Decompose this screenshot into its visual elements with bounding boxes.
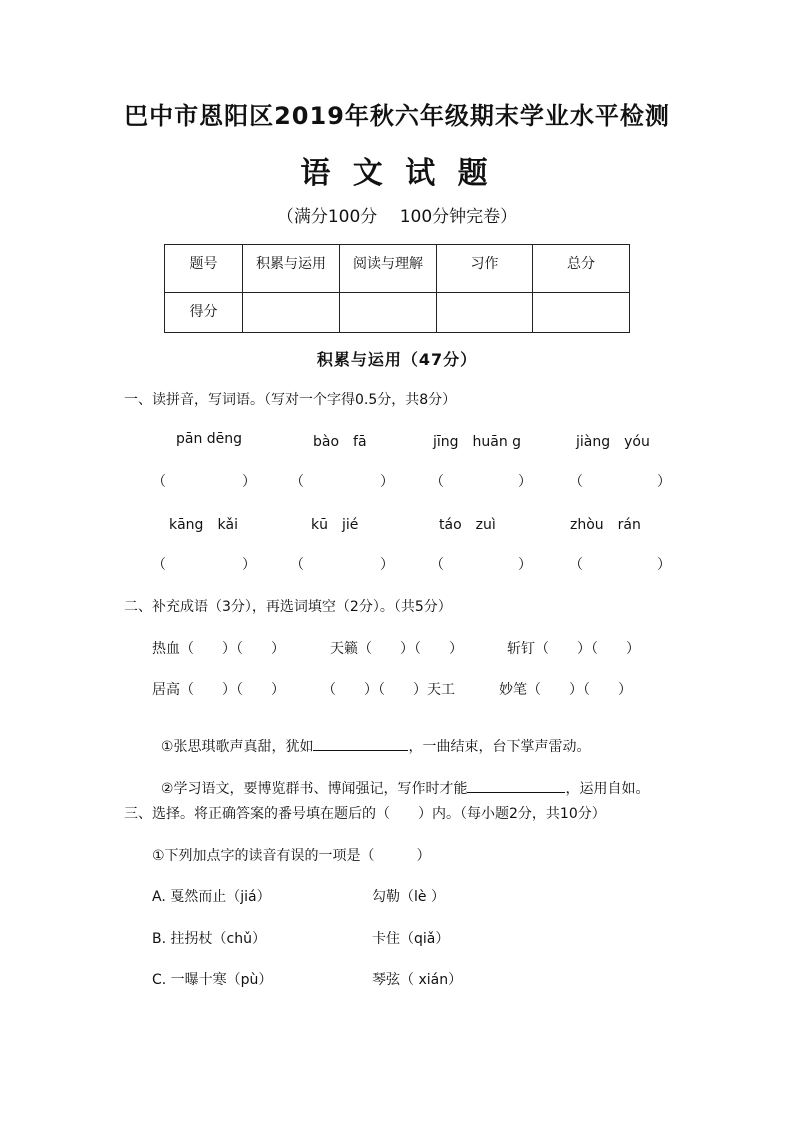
q3-prompt: 三、选择。将正确答案的番号填在题后的（ ）内。（每小题2分，共10分） bbox=[124, 806, 606, 822]
answer-close-bracket: ） bbox=[242, 474, 256, 490]
answer-open-bracket: （ bbox=[569, 474, 583, 490]
score-table-header-row bbox=[165, 245, 630, 293]
sentence-text: ②学习语文，要博览群书、博闻强记，写作时才能 bbox=[160, 781, 468, 797]
score-header-cell: 积累与运用 bbox=[243, 245, 340, 293]
pinyin-item: bào fā bbox=[313, 434, 367, 450]
score-table bbox=[164, 244, 630, 333]
fill-sentence-2 bbox=[152, 762, 649, 798]
idiom-item: 天籁（ ）（ ） bbox=[330, 641, 463, 657]
option-b: B. 拄拐杖（chǔ） bbox=[152, 931, 266, 947]
option-b-pair: 卡住（qiǎ） bbox=[372, 931, 450, 947]
option-a: A. 戛然而止（jiá） bbox=[152, 889, 271, 905]
score-header-cell: 总分 bbox=[533, 245, 630, 293]
score-cell bbox=[437, 293, 533, 333]
answer-open-bracket: （ bbox=[152, 474, 166, 490]
pinyin-item: kū jié bbox=[311, 517, 359, 533]
sentence-text: ，一曲结束，台下掌声雷动。 bbox=[408, 739, 591, 755]
option-c: C. 一曝十寒（pù） bbox=[152, 972, 273, 988]
option-a-pair: 勾勒（lè ） bbox=[372, 889, 445, 905]
answer-open-bracket: （ bbox=[569, 557, 583, 573]
idiom-item: 斩钉（ ）（ ） bbox=[507, 641, 640, 657]
answer-close-bracket: ） bbox=[380, 474, 394, 490]
pinyin-item: pān dēng bbox=[176, 431, 243, 447]
answer-open-bracket: （ bbox=[430, 474, 444, 490]
idiom-item: （ ）（ ）天工 bbox=[322, 682, 455, 698]
score-row-label: 得分 bbox=[165, 293, 243, 333]
answer-close-bracket: ） bbox=[657, 474, 671, 490]
answer-close-bracket: ） bbox=[518, 557, 532, 573]
q2-prompt: 二、补充成语（3分），再选词填空（2分）。（共5分） bbox=[124, 599, 452, 615]
score-header-cell: 习作 bbox=[437, 245, 533, 293]
pinyin-item: zhòu rán bbox=[570, 517, 641, 533]
answer-close-bracket: ） bbox=[242, 557, 256, 573]
score-cell bbox=[243, 293, 340, 333]
section-title: 积累与运用（47分） bbox=[316, 350, 478, 369]
idiom-item: 妙笔（ ）（ ） bbox=[499, 682, 632, 698]
option-c-pair: 琴弦（ xián） bbox=[372, 972, 463, 988]
answer-open-bracket: （ bbox=[290, 474, 304, 490]
answer-open-bracket: （ bbox=[290, 557, 304, 573]
answer-close-bracket: ） bbox=[657, 557, 671, 573]
q3-sub1: ①下列加点字的读音有误的一项是（ ） bbox=[152, 848, 431, 864]
fill-blank bbox=[313, 736, 408, 751]
fill-sentence-1 bbox=[152, 720, 590, 756]
pinyin-item: jiàng yóu bbox=[576, 434, 650, 450]
answer-close-bracket: ） bbox=[380, 557, 394, 573]
score-header-cell: 阅读与理解 bbox=[340, 245, 437, 293]
answer-close-bracket: ） bbox=[518, 474, 532, 490]
pinyin-item: kāng kǎi bbox=[169, 517, 239, 533]
answer-open-bracket: （ bbox=[430, 557, 444, 573]
answer-open-bracket: （ bbox=[152, 557, 166, 573]
score-cell bbox=[533, 293, 630, 333]
pinyin-item: táo zuì bbox=[439, 517, 496, 533]
idiom-item: 热血（ ）（ ） bbox=[152, 641, 285, 657]
sentence-text: ①张思琪歌声真甜，犹如 bbox=[160, 739, 314, 755]
exam-title: 巴中市恩阳区2019年秋六年级期末学业水平检测 bbox=[124, 102, 670, 130]
subject-title: 语 文 试 题 bbox=[300, 156, 494, 191]
fill-blank bbox=[467, 778, 565, 793]
idiom-item: 居高（ ）（ ） bbox=[152, 682, 285, 698]
q1-prompt: 一、读拼音，写词语。（写对一个字得0.5分，共8分） bbox=[124, 392, 457, 408]
sentence-text: ，运用自如。 bbox=[565, 781, 650, 797]
exam-meta: （满分100分 100分钟完卷） bbox=[276, 207, 518, 227]
score-header-cell: 题号 bbox=[165, 245, 243, 293]
score-cell bbox=[340, 293, 437, 333]
pinyin-item: jīng huān g bbox=[433, 434, 522, 450]
score-table-row bbox=[165, 293, 630, 333]
